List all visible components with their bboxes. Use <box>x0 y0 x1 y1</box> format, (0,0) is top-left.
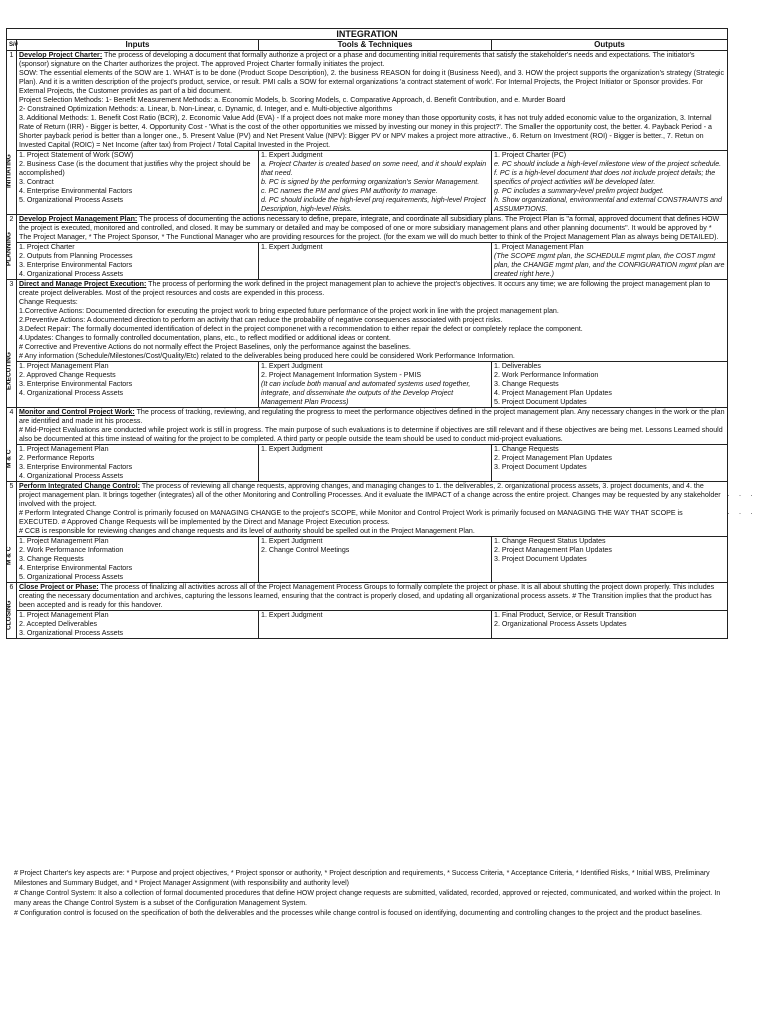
outputs-cell-item: 1. Project Charter (PC) <box>494 151 567 159</box>
inputs-cell-item: 3. Contract <box>19 178 54 186</box>
outputs-cell-item: 3. Project Document Updates <box>494 555 587 563</box>
tools-cell-item: 2. Change Control Meetings <box>261 546 350 554</box>
inputs-cell-item: 4. Organizational Process Assets <box>19 472 124 480</box>
process-description <box>17 280 728 362</box>
margin-dots: · · · <box>727 508 756 518</box>
description-line: 3. Additional Methods: 1. Benefit Cost Ratio (BCR), 2. Economic Value Add (EVA) - If a project does not make more money than those opportunity costs, it has not truly added economic value to the organization, 3. Internal Rate of Return (IRR) - Bigger is better, 4. Opportunity Cost - 'What is the cost of the other opportunities we missed by investing our money in this project?'. The Smaller the opportunity cost, the better. 4. Payback Period - a Shorter payback period is better than a longer one., 5. Present Value (PV) and Net Present Value (NPV): Bigger PV or NPV makes a project more attractive., 6. Return on Investment (ROI) - Bigger is better., 7. Retun on Invested Capital (ROIC) = Net Income (after tax) from Project / Total Capital Invested in the Project. <box>19 114 712 149</box>
phase-label: CLOSING <box>5 599 13 630</box>
outputs-cell-item: 3. Change Requests <box>494 380 559 388</box>
tools-cell <box>259 537 492 583</box>
outputs-cell-item: 4. Project Management Plan Updates <box>494 389 612 397</box>
process-heading: Develop Project Management Plan: <box>19 215 138 223</box>
inputs-cell-item: 1. Project Management Plan <box>19 362 109 370</box>
inputs-cell-item: 3. Enterprise Environmental Factors <box>19 463 133 471</box>
inputs-cell-item: 2. Performance Reports <box>19 454 95 462</box>
phase-label: PLANNING <box>5 232 13 266</box>
description-line: # Mid-Project Evaluations are conducted while project work is still in progress. The main purpose of such evaluations is to determine if objectives are still relevant and if these objectives are being met. Lessons Learned should also be documented at this time instead of waiting for the project to be completed. A third party or people outside the team should be used to conduct mid-project evaluations. <box>19 426 723 443</box>
inputs-cell-item: 2. Outputs from Planning Processes <box>19 252 133 260</box>
phase-label: EXECUTING <box>5 351 13 390</box>
inputs-cell <box>5 151 259 215</box>
tools-cell-item: a. Project Charter is created based on some need, and it should explain that need. <box>261 160 487 177</box>
header-tools: Tools & Techniques <box>259 40 492 51</box>
inputs-cell <box>5 232 259 280</box>
description-line: 2.Preventive Actions: A documented direction to perform an activity that can reduce the probability of negative consequences associated with project risks. <box>19 316 503 324</box>
tools-cell-item: d. PC should include the high-level proj requirements, high-level Project Description, high-level Risks. <box>261 196 486 213</box>
process-io-row <box>7 151 728 215</box>
table-title: INTEGRATION <box>7 29 728 40</box>
inputs-cell <box>5 351 259 408</box>
description-line: # Any information (Schedule/Milestones/Cost/Quality/Etc) related to the deliverables being produced here could be considered Work Performance Information. <box>19 352 515 360</box>
outputs-cell-item: 1. Project Management Plan <box>494 243 584 251</box>
inputs-cell-item: 1. Project Management Plan <box>19 537 109 545</box>
tools-cell-item: 1. Expert Judgment <box>261 445 323 453</box>
process-row <box>7 583 728 611</box>
description-line: The process of tracking, reviewing, and regulating the progress to meet the performance objectives defined in the project management plan. Any necessary changes in the work or the plan are identified and made int his process. <box>19 408 725 425</box>
inputs-cell-item: 2. Accepted Deliverables <box>19 620 98 628</box>
outputs-cell <box>492 537 728 583</box>
process-description <box>17 408 728 445</box>
margin-dots: · · · <box>727 490 756 500</box>
process-number: 3 <box>7 280 17 408</box>
footnotes <box>14 869 726 919</box>
header-sn: S/# <box>7 40 17 51</box>
outputs-cell <box>492 611 728 639</box>
footnote-configuration: # Configuration control is focused on the specification of both the deliverables and the processes while change control is focused on identifying, documenting and controlling changes to the project and the product baselines. <box>14 910 702 917</box>
outputs-cell-item: 2. Organizational Process Assets Updates <box>494 620 627 628</box>
outputs-cell-item: 2. Project Management Plan Updates <box>494 546 612 554</box>
description-line: 3.Defect Repair: The formally documented identification of defect in the project componenet with a recommendation to either repair the defect or completely replace the component. <box>19 325 583 333</box>
process-io-row <box>7 362 728 408</box>
tools-cell-item: b. PC is signed by the performing organization's Senior Management. <box>261 178 480 186</box>
outputs-cell <box>492 243 728 280</box>
description-line: Project Selection Methods: 1- Benefit Measurement Methods: a. Economic Models, b. Scoring Models, c. Comparative Approach, d. Benefit Contribution, and e. Murder Board <box>19 96 566 104</box>
phase-label: M & C <box>5 449 13 468</box>
process-row <box>7 408 728 445</box>
phase-label: M & C <box>5 546 13 565</box>
inputs-cell-item: 2. Business Case (is the document that justifies why the project should be accomplished) <box>19 160 251 177</box>
process-row <box>7 215 728 243</box>
integration-table <box>6 28 728 639</box>
tools-cell <box>259 362 492 408</box>
inputs-cell-item: 3. Enterprise Environmental Factors <box>19 261 133 269</box>
footnote-charter: # Project Charter's key aspects are: * Purpose and project objectives, * Project sponsor or authority, * Project description and requirements, * Success Criteria, * Acceptance Criteria, * Identified Risks, * Initial WBS, Preliminary Milestones and Summary Budget, and * Project Manager Assignment (with responsibility and authority level) <box>14 870 710 887</box>
inputs-cell-item: 5. Organizational Process Assets <box>19 196 124 204</box>
tools-cell-item: 1. Expert Judgment <box>261 611 323 619</box>
outputs-cell-item: 2. Project Management Plan Updates <box>494 454 612 462</box>
inputs-cell-item: 4. Organizational Process Assets <box>19 389 124 397</box>
description-line: 4.Updates: Changes to formally controlled documentation, plans, etc., to reflect modified or additional ideas or content. <box>19 334 391 342</box>
inputs-cell <box>5 537 259 583</box>
header-inputs: Inputs <box>17 40 259 51</box>
process-description <box>17 215 728 243</box>
process-description <box>17 482 728 537</box>
phase-label: INITIATING <box>5 153 13 188</box>
inputs-cell-item: 3. Organizational Process Assets <box>19 629 124 637</box>
description-line: Change Requests: <box>19 298 78 306</box>
tools-cell <box>259 445 492 482</box>
inputs-cell-item: 1. Project Statement of Work (SOW) <box>19 151 134 159</box>
outputs-cell-item: e. PC should include a high-level milestone view of the project schedule. <box>494 160 722 168</box>
process-io-row <box>7 445 728 482</box>
inputs-cell <box>5 445 259 482</box>
integration-sheet <box>6 28 727 639</box>
outputs-cell <box>492 362 728 408</box>
outputs-cell-item: g. PC includes a summary-level prelim project budget. <box>494 187 664 195</box>
outputs-cell-item: 5. Project Document Updates <box>494 398 587 406</box>
process-heading: Monitor and Control Project Work: <box>19 408 135 416</box>
process-row <box>7 280 728 362</box>
tools-cell-item: 1. Expert Judgment <box>261 151 323 159</box>
inputs-cell <box>5 599 259 639</box>
description-line: The process of reviewing all change requests, approving changes, and managing changes to 1. the deliverables, 2. organizational process assets, 3. project documents, and 4. the project management plan. It brings together (integrates) all of the other Monitoring and Controlling Processes. And it evaluate the IMPACT of a change across the entire project. Changes may be requested by any stakeholder involved with the project. <box>19 482 721 508</box>
tools-cell <box>259 611 492 639</box>
process-row <box>7 482 728 537</box>
inputs-cell-item: 1. Project Management Plan <box>19 611 109 619</box>
outputs-cell-item: 1. Change Request Status Updates <box>494 537 606 545</box>
process-description <box>17 51 728 151</box>
inputs-cell-item: 4. Enterprise Environmental Factors <box>19 564 133 572</box>
inputs-cell-item: 5. Organizational Process Assets <box>19 573 124 581</box>
inputs-cell-item: 3. Change Requests <box>19 555 84 563</box>
process-io-row <box>7 537 728 583</box>
description-line: The process of documenting the actions necessary to define, prepare, integrate, and coordinate all subsidiary plans. The Project Plan is "a formal, approved document that defines HOW the project is executed, monitored and controlled, and closed. It may be summary or detailed and may be composed of one or more subsidiary management plans and other planning documents". It would be approved by * The Project Manager, * The Project Sponsor, * The Functional Manager who are providing resources for the project. (for the exam we will do much better to think of the Project Management Plan as always being DETAILED). <box>19 215 720 241</box>
outputs-cell-item: f. PC is a high-level document that does not include project details; the specifics of project activities will be developed later. <box>494 169 716 186</box>
tools-cell-item: (It can include both manual and automated systems used together, integrate, and disseminate the outputs of the Develop Project Management Plan Process) <box>261 380 471 406</box>
inputs-cell-item: 2. Approved Change Requests <box>19 371 116 379</box>
description-line: # Perform Integrated Change Control is primarily focused on MANAGING CHANGE to the project's SCOPE, while Monitor and Control Project Work is primarily focused on MANAGING THE WAY THAT SCOPE is EXECUTED. # Approved Change Requests will be implemented by the Direct and Manage Project Execution process. <box>19 509 683 526</box>
tools-cell-item: c. PC names the PM and gives PM authority to manage. <box>261 187 438 195</box>
description-line: The process of performing the work defined in the project management plan to achieve the project's objectives. It occurs any time; we are following the project management plan to create project deliverables. Most of the project resources and costs are expended in this process. <box>19 280 711 297</box>
outputs-cell-item: h. Show organizational, environmental and external CONSTRAINTS and ASSUMPTIONS. <box>494 196 722 213</box>
description-line: The process of finalizing all activities across all of the Project Management Process Groups to formally complete the project or phase. It is all about shutting the project down properly. This includes creating the necessary documentation and archives, capturing the lessons learned, ensuring that the contract is properly closed, and updating all organizational process assets. # The Transition implies that the product has been accepted and is ready for this handover. <box>19 583 715 609</box>
inputs-cell-item: 2. Work Performance Information <box>19 546 124 554</box>
inputs-cell-item: 3. Enterprise Environmental Factors <box>19 380 133 388</box>
process-number: 5 <box>7 482 17 583</box>
tools-cell-item: 2. Project Management Information System - PMIS <box>261 371 422 379</box>
description-line: 2- Constrained Optimization Methods: a. Linear, b. Non-Linear, c. Dynamic, d. Integer, and e. Multi-objective algorithms <box>19 105 392 113</box>
process-heading: Develop Project Charter: <box>19 51 103 59</box>
tools-cell-item: 1. Expert Judgment <box>261 537 323 545</box>
inputs-cell-item: 1. Project Charter <box>19 243 75 251</box>
outputs-cell <box>492 445 728 482</box>
process-heading: Perform Integrated Change Control: <box>19 482 140 490</box>
tools-cell <box>259 243 492 280</box>
description-line: # CCB is responsible for reviewing changes and change requests and its level of authority should be spelled out in the Project Management Plan. <box>19 527 475 535</box>
outputs-cell-item: (The SCOPE mgmt plan, the SCHEDULE mgmt plan, the COST mgmt plan, the CHANGE mgmt plan, and the CONFIGURATION mgmt plan are created right here.) <box>494 252 725 278</box>
process-row <box>7 51 728 151</box>
outputs-cell <box>492 151 728 215</box>
outputs-cell-item: 1. Final Product, Service, or Result Transition <box>494 611 637 619</box>
inputs-cell-item: 4. Organizational Process Assets <box>19 270 124 278</box>
outputs-cell-item: 1. Change Requests <box>494 445 559 453</box>
process-io-row <box>7 611 728 639</box>
process-number: 4 <box>7 408 17 482</box>
inputs-cell-item: 4. Enterprise Environmental Factors <box>19 187 133 195</box>
process-io-row <box>7 243 728 280</box>
process-description <box>17 583 728 611</box>
process-heading: Close Project or Phase: <box>19 583 99 591</box>
outputs-cell-item: 2. Work Performance Information <box>494 371 599 379</box>
footnote-change-control: # Change Control System: It also a collection of formal documented procedures that define HOW project change requests are submitted, validated, recorded, approved or rejected, communicated, and worked within the project. In many areas the Change Control System is a subset of the Configuration Management System. <box>14 890 721 907</box>
description-line: SOW: The essential elements of the SOW are 1. WHAT is to be done (Product Scope Description), 2. the business REASON for doing it (Business Need), and 3. HOW the project supports the organization's strategy (Strategic Plan). And it is a written description of the project's product, service, or result. PMI calls a SOW for external organizations 'a contract statement of work'. For Internal Projects, the Project Initiator or Sponsor provides. For External Projects, the Customer provides as part of a bid document. <box>19 69 725 95</box>
tools-cell <box>259 151 492 215</box>
tools-cell-item: 1. Expert Judgment <box>261 362 323 370</box>
process-number: 1 <box>7 51 17 215</box>
inputs-cell-item: 1. Project Management Plan <box>19 445 109 453</box>
process-number: 6 <box>7 583 17 639</box>
description-line: 1.Corrective Actions: Documented direction for executing the project work to bring expected future performance of the project work in line with the project management plan. <box>19 307 559 315</box>
description-line: The process of developing a document that formally authorize a project or a phase and documenting initial requirements that satisfy the stakeholder's needs and expectations. The initiator's (sponsor) signature on the Charter authorizes the project. The approved Project Charter formally initiates the project. <box>19 51 695 68</box>
description-line: # Corrective and Preventive Actions do not normally effect the Project Baselines, only the performance against the baselines. <box>19 343 411 351</box>
header-outputs: Outputs <box>492 40 728 51</box>
outputs-cell-item: 1. Deliverables <box>494 362 541 370</box>
tools-cell-item: 1. Expert Judgment <box>261 243 323 251</box>
outputs-cell-item: 3. Project Document Updates <box>494 463 587 471</box>
process-number: 2 <box>7 215 17 280</box>
process-heading: Direct and Manage Project Execution: <box>19 280 147 288</box>
